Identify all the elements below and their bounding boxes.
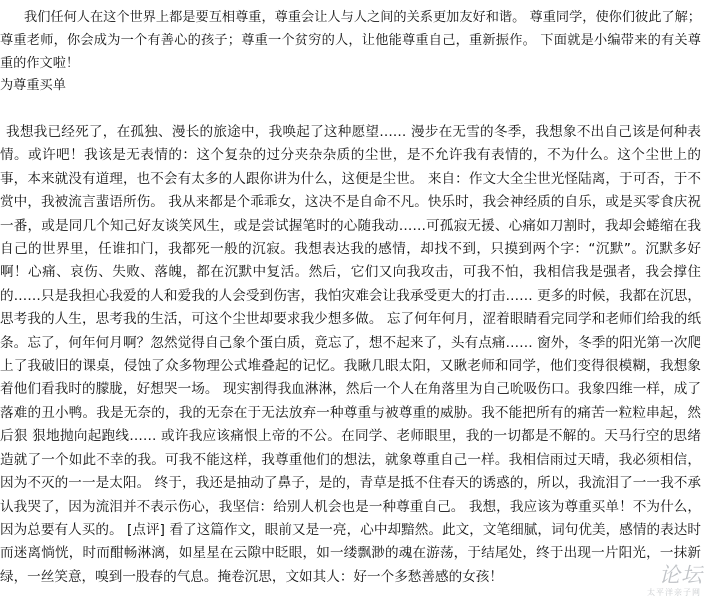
intro-paragraph: 我们任何人在这个世界上都是要互相尊重，尊重会让人与人之间的关系更加友好和谐。 尊重同学，使你们彼此了解；尊重老师，你会成为一个有善心的孩子；尊重一个贫穷的人，让他能尊重自己，重新振作。 下面就是小编带来的有关尊重的作文啦！ xyxy=(0,10,701,71)
site-watermark xyxy=(613,559,703,599)
essay-title: 为尊重买单 xyxy=(0,78,66,93)
essay-body: 我想我已经死了，在孤独、漫长的旅途中，我唤起了这种愿望…… 漫步在无雪的冬季，我想象不出自己该是何种表情。或许吧！我该是无表情的：这个复杂的过分夹杂杂质的尘世，是不允许我有表情的，不为什么。这个尘世上的事，本来就没有道理，也不会有太多的人跟你讲为什么，这便是尘世。 来自：作文大全尘世光怪陆离，于可否，于不赏中，我被流言蜚语所伤。 我从来都是个乖乖女，这决不是自命不凡。快乐时，我会神经质的自乐，或是买零食庆祝一番，或是同几个知己好友谈笑风生，或是尝试握笔时的心随我动……可孤寂无援、心痛如刀割时，我却会蜷缩在我自己的世界里，任谁扣门，我都死一般的沉寂。我想表达我的感情，却找不到，只摸到两个字：“沉默”。沉默多好啊！心痛、哀伤、失败、落魄，都在沉默中复活。然后，它们又向我攻击，可我不怕，我相信我是强者，我会撑住的……只是我担心我爱的人和爱我的人会受到伤害，我怕灾难会让我承受更大的打击…… 更多的时候，我都在沉思，思考我的人生，思考我的生活，可这个尘世却要求我少想多做。 忘了何年何月，涩着眼睛看完同学和老师们给我的纸条。忘了，何年何月啊？忽然觉得自己象个蛋白质，竟忘了，想不起来了，头有点痛…… 窗外，冬季的阳光第一次爬上了我破旧的课桌，侵蚀了众多物理公式堆叠起的记忆。我瞅几眼太阳，又瞅老师和同学，他们变得很模糊，我想象着他们看我时的朦胧，好想哭一场。 现实割得我血淋淋，然后一个人在角落里为自己吮吸伤口。我象四维一样，成了落难的丑小鸭。我是无奈的，我的无奈在于无法放弃一种尊重与被尊重的威胁。我不能把所有的痛苦一粒粒串起，然后狠 狠地抛向起跑线…… 或许我应该痛恨上帝的不公。在同学、老师眼里，我的一切都是不解的。天马行空的思绪造就了一个如此不幸的我。可我不能这样，我尊重他们的想法，就象尊重自己一样。我相信雨过天晴，我必须相信，因为不灭的一一是太阳。 终于，我还是抽动了鼻子，是的，青草是抵不住春天的诱惑的，所以，我流泪了一一我不承认我哭了，因为流泪并不表示伤心，我坚信：给别人机会也是一种尊重自己。 我想，我应该为尊重买单！不为什么，因为总要有人买的。 [点评] 看了这篇作文，眼前又是一亮，心中却黯然。此文，文笔细腻，词句优美，感情的表达时而迷离惝恍，时而酣畅淋漓，如星星在云隙中眨眼，如一缕飘渺的魂在游荡，于结尾处，终于出现一片阳光，一抹新绿，一丝笑意，嗅到一股春的气息。掩卷沉思，文如其人：好一个多愁善感的女孩！ xyxy=(0,124,701,585)
watermark-main-text: 论坛 xyxy=(659,563,703,587)
watermark-sub-text: 太平洋亲子网 xyxy=(647,588,701,597)
